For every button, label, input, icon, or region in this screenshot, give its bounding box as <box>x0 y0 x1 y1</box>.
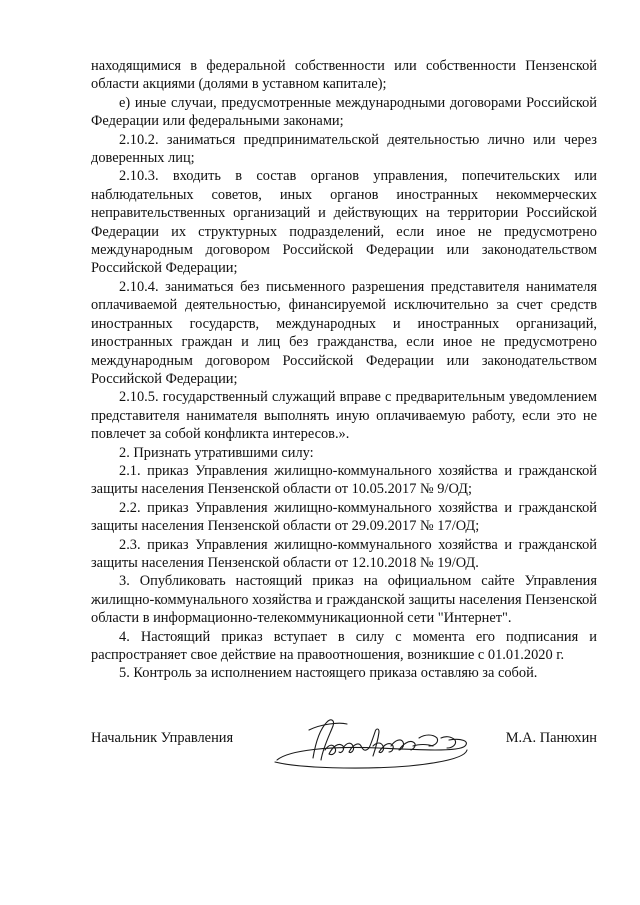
paragraph-1: находящимися в федеральной собственности или собственности Пензенской области акциями (долями в уставном капитале); <box>91 58 597 93</box>
handwritten-signature <box>269 716 474 772</box>
paragraph-5: 2.10.4. заниматься без письменного разрешения представителя нанимателя оплачиваемой деятельностью, финансируемой исключительно за счет средств иностранных государств, международных и иностранных организаций, иностранных граждан и лиц без гражданства, если иное не предусмотрено международным договором Российской Федерации или законодательством Российской Федерации; <box>91 278 597 387</box>
signatory-name: М.А. Панюхин <box>505 730 597 746</box>
paragraph-8: 2.1. приказ Управления жилищно-коммунального хозяйства и гражданской защиты населения Пензенской области от 10.05.2017 № 9/ОД; <box>91 462 597 498</box>
signatory-title: Начальник Управления <box>91 730 234 746</box>
paragraph-4: 2.10.3. входить в состав органов управления, попечительских или наблюдательных советов, иных органов иностранных некоммерческих неправительственных организаций и действующих на территории Российской Федерации их структурных подразделений, если иное не предусмотрено международным договором Российской Федерации или законодательством Российской Федерации; <box>91 168 597 277</box>
paragraph-10: 2.3. приказ Управления жилищно-коммунального хозяйства и гражданской защиты населения Пензенской области от 12.10.2018 № 19/ОД. <box>91 536 597 571</box>
paragraph-7: 2. Признать утратившими силу: <box>119 444 314 461</box>
paragraph-13: 5. Контроль за исполнением настоящего приказа оставляю за собой. <box>119 665 538 682</box>
signature-block <box>91 716 597 776</box>
document-body <box>91 57 597 683</box>
paragraph-3: 2.10.2. заниматься предпринимательской деятельностью лично или через доверенных лиц; <box>91 131 597 167</box>
paragraph-11: 3. Опубликовать настоящий приказ на официальном сайте Управления жилищно-коммунального хозяйства и гражданской защиты населения Пензенской области в информационно-телекоммуникационной сети "Интернет". <box>91 573 597 627</box>
paragraph-9: 2.2. приказ Управления жилищно-коммунального хозяйства и гражданской защиты населения Пензенской области от 29.09.2017 № 17/ОД; <box>91 499 597 535</box>
paragraph-6: 2.10.5. государственный служащий вправе с предварительным уведомлением представителя нанимателя выполнять иную оплачиваемую работу, если это не повлечет за собой конфликта интересов.». <box>91 389 597 443</box>
paragraph-2: е) иные случаи, предусмотренные международными договорами Российской Федерации или федеральными законами; <box>91 94 597 130</box>
paragraph-12: 4. Настоящий приказ вступает в силу с момента его подписания и распространяет свое действие на правоотношения, возникшие с 01.01.2020 г. <box>91 628 597 663</box>
